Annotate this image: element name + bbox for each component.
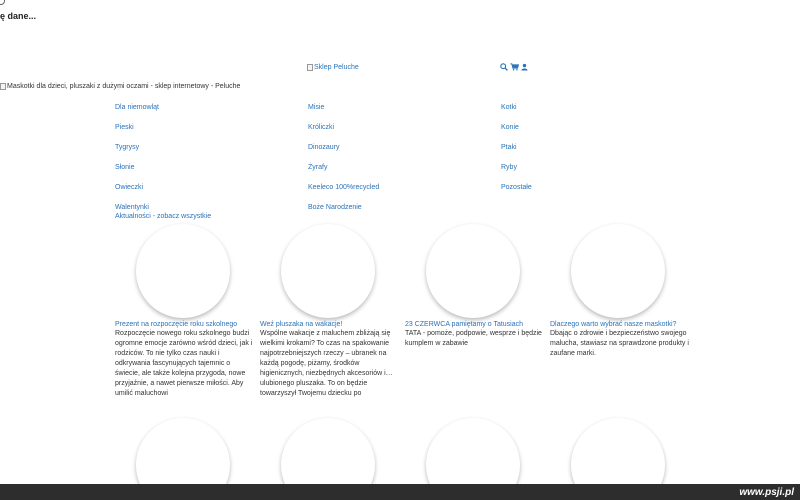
broken-image-icon bbox=[307, 64, 313, 71]
loading-spinner-icon bbox=[0, 0, 5, 5]
cart-icon[interactable] bbox=[510, 63, 519, 71]
category-link[interactable]: Ptaki bbox=[501, 144, 517, 151]
category-link[interactable]: Boże Narodzenie bbox=[308, 204, 362, 211]
category-link[interactable]: Dinozaury bbox=[308, 144, 340, 151]
category-link[interactable]: Żyrafy bbox=[308, 164, 328, 171]
category-link[interactable]: Pieski bbox=[115, 124, 134, 131]
logo-alt-text: Sklep Peluche bbox=[314, 64, 359, 71]
article-thumbnail[interactable] bbox=[281, 224, 375, 318]
article-excerpt: TATA - pomoże, podpowie, wesprze i będzie kumplem w zabawie bbox=[405, 330, 542, 347]
article-card bbox=[115, 222, 255, 399]
article-thumbnail[interactable] bbox=[571, 224, 665, 318]
article-thumbnail[interactable] bbox=[136, 224, 230, 318]
category-link[interactable]: Kotki bbox=[501, 104, 517, 111]
category-link[interactable]: Konie bbox=[501, 124, 519, 131]
article-title[interactable]: Dlaczego warto wybrać nasze maskotki? bbox=[550, 321, 677, 328]
hero-banner bbox=[0, 83, 240, 90]
news-articles bbox=[115, 222, 695, 399]
loading-text: ę dane... bbox=[0, 11, 37, 21]
category-link[interactable]: Misie bbox=[308, 104, 325, 111]
article-card bbox=[260, 222, 400, 399]
user-icon[interactable] bbox=[521, 63, 528, 71]
article-title[interactable]: 23 CZERWCA pamiętamy o Tatusiach bbox=[405, 321, 524, 328]
watermark-text: www.psji.pl bbox=[739, 487, 794, 498]
news-all-link[interactable]: Aktualności - zobacz wszystkie bbox=[115, 213, 212, 220]
logo-link[interactable] bbox=[307, 64, 359, 71]
article-excerpt: Wspólne wakacje z maluchem zbliżają się wielkimi krokami? To czas na spakowanie najpotrzebniejszych rzeczy – ubranek na każdą pogodę, piżamy, środków higienicznych, niezbędnych akcesoriów i… ulubionego pluszaka. To on będzie towarzyszył Twojemu dziecku po bbox=[260, 330, 393, 397]
category-link[interactable]: Słonie bbox=[115, 164, 135, 171]
article-card bbox=[405, 222, 545, 399]
category-link[interactable]: Owieczki bbox=[115, 184, 144, 191]
banner-alt-text: Maskotki dla dzieci, pluszaki z dużymi oczami - sklep internetowy - Peluche bbox=[7, 83, 241, 90]
category-link[interactable]: Króliczki bbox=[308, 124, 335, 131]
article-title[interactable]: Weź pluszaka na wakacje! bbox=[260, 321, 343, 328]
category-link[interactable]: Keeleco 100%recycled bbox=[308, 184, 380, 191]
article-excerpt: Rozpoczęcie nowego roku szkolnego budzi ogromne emocje zarówno wśród dzieci, jak i rodziców. To nie tylko czas nauki i odkrywania fascynujących tajemnic o świecie, ale także kolejna przygoda, nowe przyjaźnie, a nawet pierwsze miłości. Aby umilić maluchowi bbox=[115, 330, 253, 397]
footer-bar bbox=[0, 484, 800, 500]
broken-image-icon bbox=[0, 83, 6, 90]
article-title[interactable]: Prezent na rozpoczęcie roku szkolnego bbox=[115, 321, 238, 328]
category-link[interactable]: Ryby bbox=[501, 164, 517, 171]
category-link[interactable]: Dla niemowląt bbox=[115, 104, 159, 111]
category-link[interactable]: Walentynki bbox=[115, 204, 149, 211]
category-link[interactable]: Pozostałe bbox=[501, 184, 532, 191]
category-link[interactable]: Tygrysy bbox=[115, 144, 140, 151]
article-thumbnail[interactable] bbox=[426, 224, 520, 318]
search-icon[interactable] bbox=[500, 63, 508, 71]
category-menu bbox=[115, 103, 715, 223]
header-icons bbox=[500, 63, 528, 71]
article-card bbox=[550, 222, 690, 399]
article-excerpt: Dbając o zdrowie i bezpieczeństwo swojego malucha, stawiasz na sprawdzone produkty i zaufane marki. bbox=[550, 330, 689, 357]
